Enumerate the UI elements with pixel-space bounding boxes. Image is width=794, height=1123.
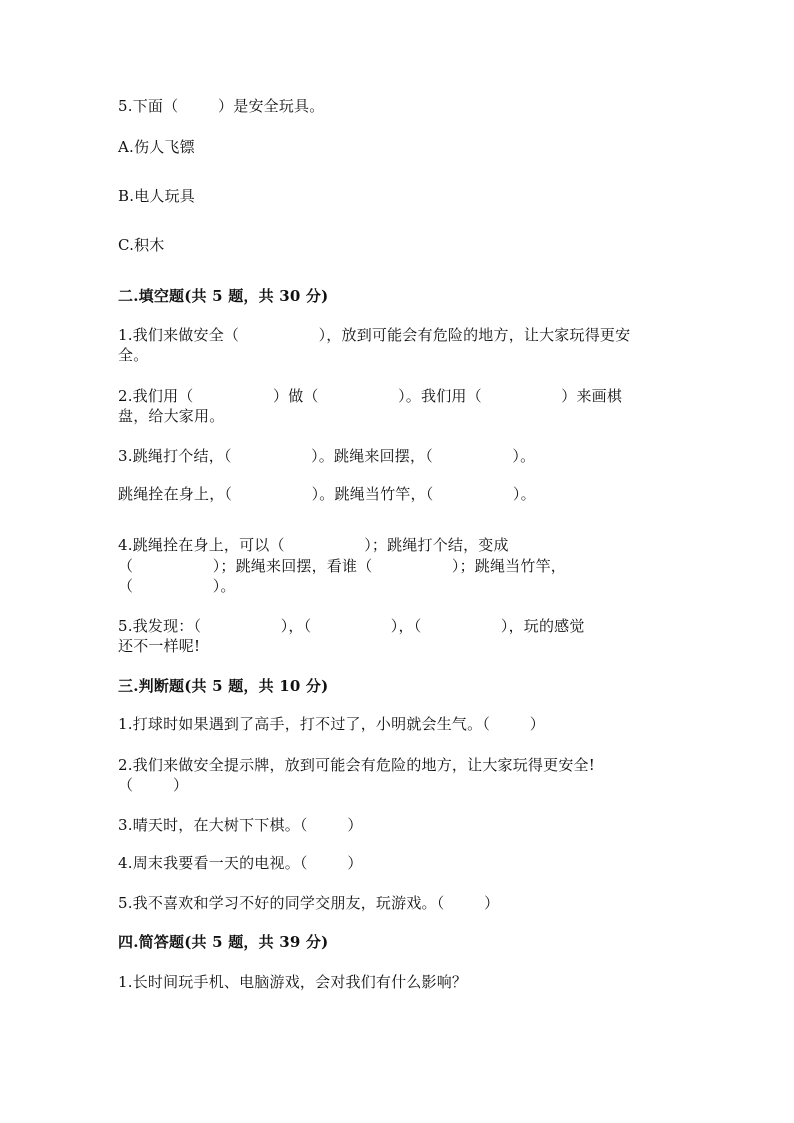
section-3-heading: 三.判断题(共 5 题，共 10 分) bbox=[118, 677, 329, 695]
section-2-heading: 二.填空题(共 5 题，共 30 分) bbox=[118, 287, 329, 305]
fill-q2-line1: 2.我们用（ ）做（ ）。我们用（ ）来画棋 bbox=[118, 387, 623, 405]
judge-q4: 4.周末我要看一天的电视。（ ） bbox=[118, 854, 363, 872]
fill-q4-line2: （ ）；跳绳来回摆，看谁（ ）；跳绳当竹竿， bbox=[118, 557, 566, 575]
option-c: C.积木 bbox=[118, 236, 165, 254]
fill-q4-line1: 4.跳绳拴在身上，可以（ ）；跳绳打个结，变成 bbox=[118, 536, 509, 554]
option-a: A.伤人飞镖 bbox=[118, 138, 195, 156]
section-4-heading: 四.简答题(共 5 题，共 39 分) bbox=[118, 933, 329, 951]
judge-q2-line2: （ ） bbox=[118, 776, 189, 794]
fill-q5-line1: 5.我发现：（ ），（ ），（ ），玩的感觉 bbox=[118, 617, 585, 635]
fill-q1-line2: 全。 bbox=[118, 346, 149, 364]
judge-q2-line1: 2.我们来做安全提示牌，放到可能会有危险的地方，让大家玩得更安全! bbox=[118, 756, 595, 774]
question-5-stem: 5.下面（ ）是安全玩具。 bbox=[118, 97, 325, 115]
fill-q3-line1: 3.跳绳打个结，（ ）。跳绳来回摆，（ ）。 bbox=[118, 447, 536, 465]
short-answer-q1: 1.长时间玩手机、电脑游戏，会对我们有什么影响？ bbox=[118, 973, 468, 991]
option-b: B.电人玩具 bbox=[118, 187, 195, 205]
judge-q1: 1.打球时如果遇到了高手，打不过了，小明就会生气。（ ） bbox=[118, 715, 545, 733]
fill-q1-line1: 1.我们来做安全（ ），放到可能会有危险的地方，让大家玩得更安 bbox=[118, 326, 631, 344]
fill-q3-line2: 跳绳拴在身上，（ ）。跳绳当竹竿，（ ）。 bbox=[118, 485, 536, 503]
judge-q3: 3.晴天时，在大树下下棋。（ ） bbox=[118, 816, 363, 834]
fill-q5-line2: 还不一样呢! bbox=[118, 637, 201, 655]
judge-q5: 5.我不喜欢和学习不好的同学交朋友，玩游戏。（ ） bbox=[118, 894, 500, 912]
fill-q2-line2: 盘，给大家用。 bbox=[118, 407, 225, 425]
fill-q4-line3: （ ）。 bbox=[118, 577, 236, 595]
